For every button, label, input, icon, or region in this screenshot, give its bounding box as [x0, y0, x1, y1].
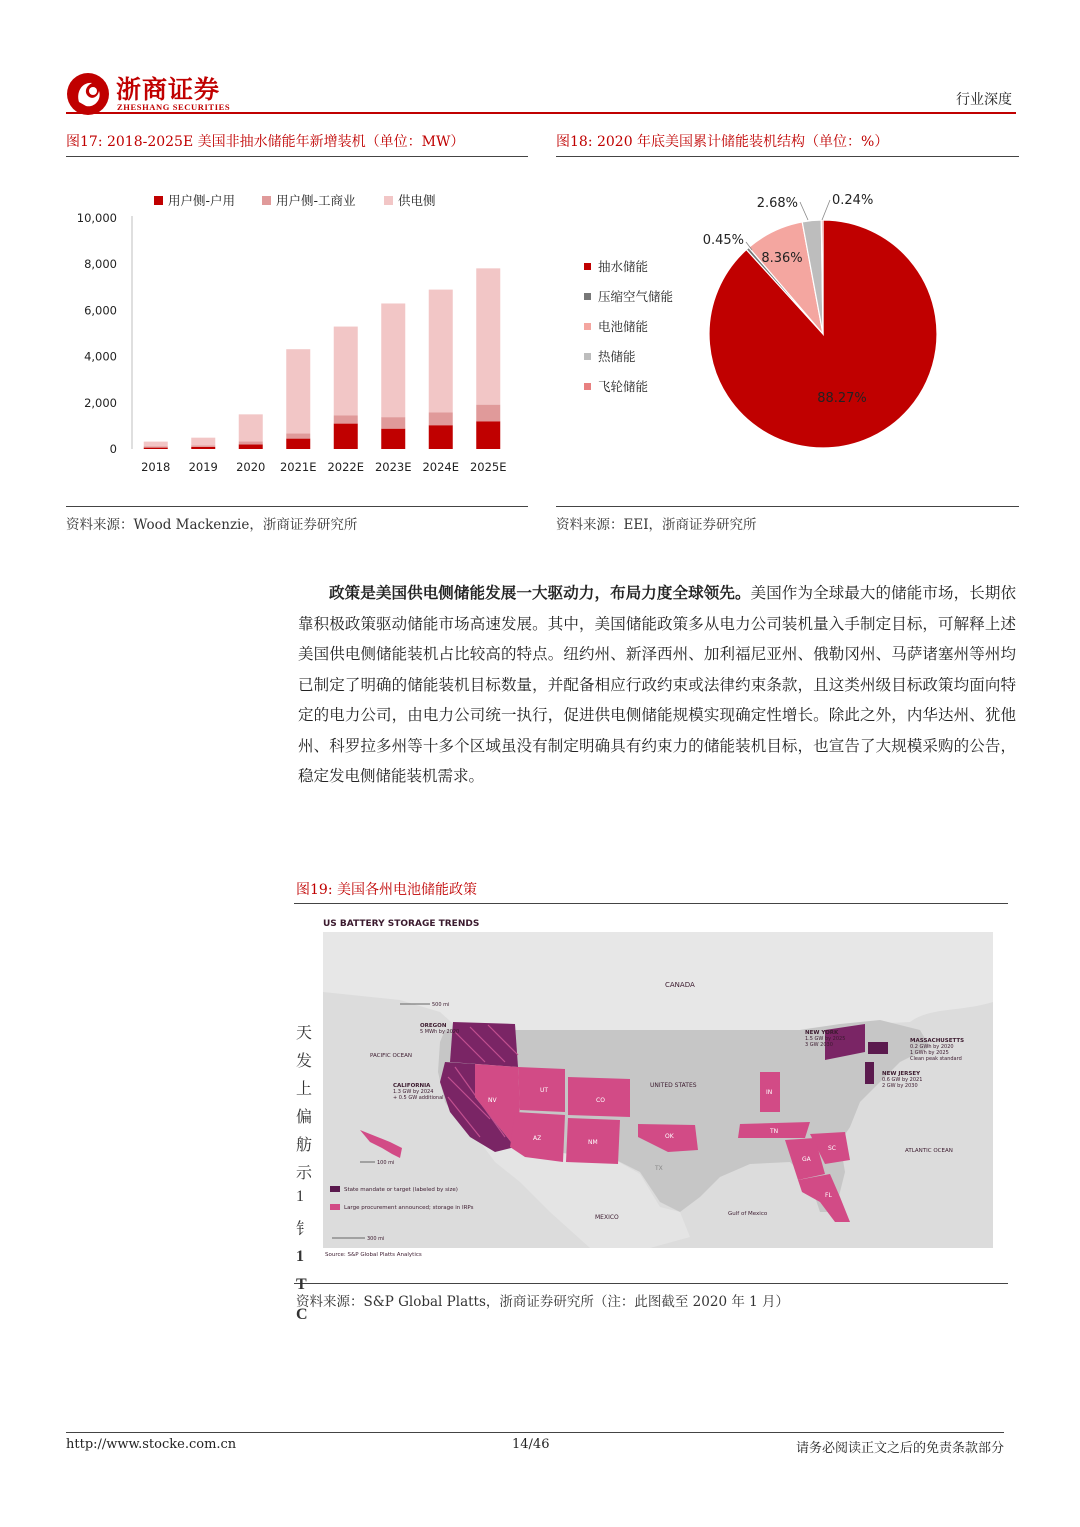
legend-swatch — [384, 196, 393, 205]
bar-segment — [334, 424, 358, 449]
logo-text-cn: 浙商证券 — [116, 75, 221, 104]
map-source-note: Source: S&P Global Platts Analytics — [325, 1252, 422, 1258]
bar-segment — [381, 303, 405, 417]
leader-line — [822, 200, 830, 220]
state-code-label: OK — [665, 1133, 674, 1140]
bar-segment — [286, 439, 310, 449]
bar-segment — [429, 425, 453, 449]
fig17-caption: 图17: 2018-2025E 美国非抽水储能年新增装机（单位：MW） — [66, 134, 465, 150]
fig18-caption: 图18: 2020 年底美国累计储能装机结构（单位：%） — [556, 134, 889, 150]
bar-segment — [381, 429, 405, 449]
footer-page-number: 14/46 — [512, 1437, 550, 1452]
pie-data-label: 0.45% — [702, 233, 744, 248]
map-title: US BATTERY STORAGE TRENDS — [323, 919, 480, 929]
bar-segment — [476, 268, 500, 404]
us-battery-storage-map — [320, 912, 996, 1262]
state-code-label: FL — [825, 1192, 832, 1199]
map-callout-text: CALIFORNIA — [393, 1083, 431, 1089]
y-tick-label: 4,000 — [84, 349, 117, 364]
map-callout-text: 1 GWh by 2025 — [910, 1050, 949, 1056]
map-gulf-label: Gulf of Mexico — [728, 1211, 768, 1217]
pie-data-label: 2.68% — [756, 196, 798, 211]
legend-swatch — [584, 383, 591, 390]
x-tick-label: 2021E — [279, 460, 317, 474]
fig19-caption: 图19: 美国各州电池储能政策 — [296, 882, 477, 898]
legend-swatch — [584, 263, 591, 270]
legend-swatch — [584, 323, 591, 330]
map-callout-text: 1.3 GW by 2024 — [393, 1089, 434, 1095]
bar-segment — [334, 327, 358, 416]
stray-char: 偏 — [296, 1109, 313, 1126]
footer-disclaimer: 请务必阅读正文之后的免责条款部分 — [795, 1441, 1004, 1456]
leader-line — [800, 202, 808, 220]
x-tick-label: 2023E — [374, 460, 412, 474]
bar-segment — [429, 290, 453, 413]
footer-rule — [66, 1432, 1004, 1433]
x-tick-label: 2025E — [469, 460, 507, 474]
fig18-slices — [709, 220, 937, 448]
stray-char: 上 — [296, 1081, 313, 1098]
bar-segment — [286, 434, 310, 439]
state-code-label: CO — [596, 1097, 605, 1104]
map-pacific-label: PACIFIC OCEAN — [370, 1053, 412, 1059]
legend-label: 热储能 — [598, 349, 636, 364]
fig19-bottom-rule — [294, 1283, 1008, 1284]
map-callout-text: 5 MWh by 2020 — [420, 1029, 460, 1035]
stray-char: 1 — [296, 1248, 304, 1265]
legend-label: 飞轮储能 — [598, 379, 649, 394]
stray-char: 示 — [296, 1165, 313, 1182]
pie-data-label: 0.24% — [832, 193, 874, 208]
fig18-source: 资料来源：EEI，浙商证券研究所 — [556, 517, 757, 533]
map-mexico-label: MEXICO — [595, 1214, 619, 1221]
legend-label: 用户侧-户用 — [168, 193, 236, 208]
map-canada-label: CANADA — [665, 981, 695, 989]
legend-label: 压缩空气储能 — [598, 289, 674, 304]
bar-segment — [476, 405, 500, 422]
bar-segment — [476, 421, 500, 449]
map-legend-procurement: Large procurement announced; storage in IRPs — [344, 1205, 474, 1211]
map-callout-text: 2 GW by 2030 — [882, 1083, 918, 1089]
map-callout-text: 0.6 GW by 2021 — [882, 1077, 923, 1083]
bar-segment — [144, 446, 168, 447]
x-tick-label: 2020 — [236, 460, 266, 474]
bar-segment — [381, 417, 405, 429]
body-paragraph — [298, 578, 1016, 792]
bar-segment — [191, 438, 215, 446]
fig18-legend — [584, 259, 673, 394]
y-tick-label: 10,000 — [76, 211, 117, 225]
fig17-bar-chart — [66, 180, 528, 485]
state-code-label: NM — [588, 1139, 598, 1146]
map-callout-text: 0.2 GWh by 2020 — [910, 1044, 954, 1050]
bar-segment — [334, 416, 358, 424]
state-code-label: NV — [488, 1097, 497, 1104]
bar-segment — [239, 441, 263, 444]
state-code-label: GA — [802, 1156, 811, 1163]
fig18-top-rule — [556, 156, 1019, 157]
map-callout-text: NEW YORK — [805, 1030, 839, 1036]
state-code-label: IN — [766, 1089, 773, 1096]
fig17-source: 资料来源：Wood Mackenzie，浙商证券研究所 — [66, 517, 358, 533]
body-text: 美国作为全球最大的储能市场，长期依靠积极政策驱动储能市场高速发展。其中，美国储能政策多从电力公司装机量入手制定目标，可解释上述美国供电侧储能装机占比较高的特点。纽约州、新泽西州、加利福尼亚州、俄勒冈州、马萨诸塞州等州均已制定了明确的储能装机目标数量，并配备相应行政约束或法律约束条款，且这类州级目标政策均面向特定的电力公司，由电力公司统一执行，促进供电侧储能规模实现确定性增长。除此之外，内华达州、犹他州、科罗拉多州等十多个区域虽没有制定明确具有约束力的储能装机目标，也宣告了大规模采购的公告，稳定发电侧储能装机需求。 — [298, 584, 1016, 785]
bar-segment — [286, 349, 310, 433]
fig18-bottom-rule — [556, 506, 1019, 507]
bar-segment — [239, 444, 263, 449]
map-callout-text: 3 GW 2030 — [805, 1042, 833, 1048]
bar-segment — [144, 448, 168, 449]
pie-data-label: 8.36% — [761, 251, 803, 266]
y-tick-label: 6,000 — [84, 303, 117, 318]
state-code-label: TN — [770, 1128, 779, 1135]
x-tick-label: 2022E — [327, 460, 365, 474]
legend-label: 供电侧 — [398, 193, 436, 208]
map-scale-3: 300 mi — [367, 1236, 385, 1242]
fig17-top-rule — [66, 156, 528, 157]
map-callout-text: MASSACHUSETTS — [910, 1038, 965, 1044]
fig19-source: 资料来源：S&P Global Platts，浙商证券研究所（注：此图截至 2020 年 1 月） — [296, 1294, 790, 1310]
stray-char: 舫 — [296, 1137, 313, 1154]
y-tick-label: 0 — [109, 442, 117, 456]
map-scale-1: 500 mi — [432, 1002, 450, 1008]
bar-segment — [239, 414, 263, 441]
fig17-y-axis — [77, 211, 132, 456]
stray-char: 钅 — [296, 1221, 313, 1238]
fig17-legend — [154, 193, 436, 208]
map-callout-text: NEW JERSEY — [882, 1071, 921, 1077]
map-callout-text: Clean peak standard — [910, 1056, 962, 1062]
fig18-pie-chart — [556, 180, 1019, 480]
legend-swatch — [262, 196, 271, 205]
map-callout-text: 1.5 GW by 2025 — [805, 1036, 846, 1042]
legend-label: 抽水储能 — [598, 259, 649, 274]
state-new-jersey — [865, 1062, 874, 1084]
state-code-label: TX — [655, 1165, 663, 1172]
state-code-label: SC — [828, 1145, 836, 1152]
state-code-label: AZ — [533, 1135, 542, 1142]
fig17-bars — [144, 268, 501, 449]
zheshang-logo-icon — [66, 72, 110, 116]
map-scale-2: 100 mi — [377, 1160, 395, 1166]
section-tag: 行业深度 — [956, 92, 1012, 108]
logo-text-en: ZHESHANG SECURITIES — [117, 102, 231, 112]
map-legend-mandate: State mandate or target (labeled by size) — [344, 1187, 458, 1193]
stray-char: 天 — [296, 1025, 313, 1042]
x-tick-label: 2019 — [188, 460, 218, 474]
fig17-x-ticks — [141, 460, 506, 474]
bar-segment — [191, 447, 215, 449]
legend-swatch — [584, 353, 591, 360]
state-massachusetts — [868, 1042, 888, 1054]
stray-char: T — [296, 1276, 307, 1293]
bar-segment — [429, 413, 453, 426]
map-callout-text: + 0.5 GW additional — [393, 1095, 444, 1101]
fig19-top-rule — [294, 903, 1008, 904]
pie-data-label: 88.27% — [817, 391, 867, 406]
footer-url[interactable]: http://www.stocke.com.cn — [66, 1437, 237, 1452]
stray-char: C — [296, 1306, 308, 1323]
body-lead: 政策是美国供电侧储能发展一大驱动力，布局力度全球领先。 — [329, 583, 751, 602]
stray-char: 发 — [296, 1053, 313, 1070]
map-callout-text: OREGON — [420, 1023, 447, 1029]
map-atlantic-label: ATLANTIC OCEAN — [905, 1148, 953, 1154]
y-tick-label: 8,000 — [84, 257, 117, 272]
header-rule — [66, 112, 1016, 114]
stray-char: 1 — [296, 1188, 304, 1205]
legend-label: 用户侧-工商业 — [276, 193, 356, 208]
map-us-label: UNITED STATES — [650, 1082, 697, 1089]
fig17-bottom-rule — [66, 506, 528, 507]
x-tick-label: 2024E — [422, 460, 460, 474]
state-code-label: UT — [540, 1087, 549, 1094]
bar-segment — [144, 442, 168, 447]
legend-swatch — [154, 196, 163, 205]
x-tick-label: 2018 — [141, 460, 171, 474]
bar-segment — [191, 445, 215, 447]
y-tick-label: 2,000 — [84, 395, 117, 410]
legend-swatch — [584, 293, 591, 300]
legend-label: 电池储能 — [598, 319, 649, 334]
